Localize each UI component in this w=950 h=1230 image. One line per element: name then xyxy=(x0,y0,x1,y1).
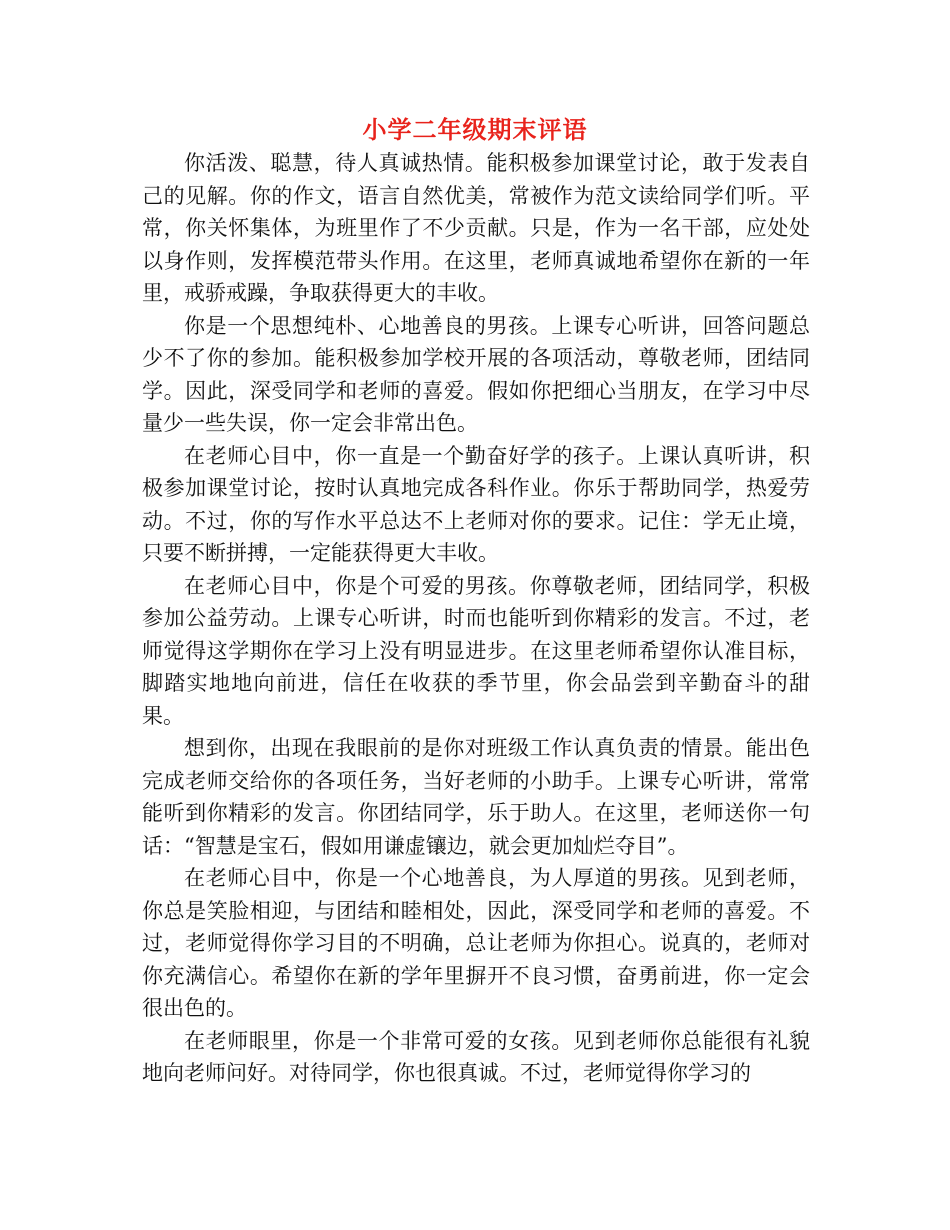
paragraph-3: 在老师心目中，你一直是一个勤奋好学的孩子。上课认真听讲，积极参加课堂讨论，按时认真地完成各科作业。你乐于帮助同学，热爱劳动。不过，你的写作水平总达不上老师对你的要求。记住：学无止境，只要不断拼搏，一定能获得更大丰收。 xyxy=(142,443,810,565)
paragraph-6: 在老师心目中，你是一个心地善良，为人厚道的男孩。见到老师，你总是笑脸相迎，与团结和睦相处，因此，深受同学和老师的喜爱。不过，老师觉得你学习目的不明确，总让老师为你担心。说真的，老师对你充满信心。希望你在新的学年里摒开不良习惯，奋勇前进，你一定会很出色的。 xyxy=(142,866,810,1020)
paragraph-4: 在老师心目中，你是个可爱的男孩。你尊敬老师，团结同学，积极参加公益劳动。上课专心听讲，时而也能听到你精彩的发言。不过，老师觉得这学期你在学习上没有明显进步。在这里老师希望你认准目标，脚踏实地地向前进，信任在收获的季节里，你会品尝到辛勤奋斗的甜果。 xyxy=(142,573,810,728)
document-body xyxy=(142,147,810,1090)
paragraph-1: 你活泼、聪慧，待人真诚热情。能积极参加课堂讨论，敢于发表自己的见解。你的作文，语言自然优美，常被作为范文读给同学们听。平常，你关怀集体，为班里作了不少贡献。只是，作为一名干部，应处处以身作则，发挥模范带头作用。在这里，老师真诚地希望你在新的一年里，戒骄戒躁，争取获得更大的丰收。 xyxy=(142,151,810,305)
paragraph-2: 你是一个思想纯朴、心地善良的男孩。上课专心听讲，回答问题总少不了你的参加。能积极参加学校开展的各项活动，尊敬老师，团结同学。因此，深受同学和老师的喜爱。假如你把细心当朋友，在学习中尽量少一些失误，你一定会非常出色。 xyxy=(142,313,810,435)
paragraph-5: 想到你，出现在我眼前的是你对班级工作认真负责的情景。能出色完成老师交给你的各项任务，当好老师的小助手。上课专心听讲，常常能听到你精彩的发言。你团结同学，乐于助人。在这里，老师送你一句话：“智慧是宝石，假如用谦虚镶边，就会更加灿烂夺目”。 xyxy=(142,736,810,858)
document-title: 小学二年级期末评语 xyxy=(362,116,588,144)
paragraph-7: 在老师眼里，你是一个非常可爱的女孩。见到老师你总能很有礼貌地向老师问好。对待同学，你也很真诚。不过，老师觉得你学习的 xyxy=(142,1028,810,1085)
